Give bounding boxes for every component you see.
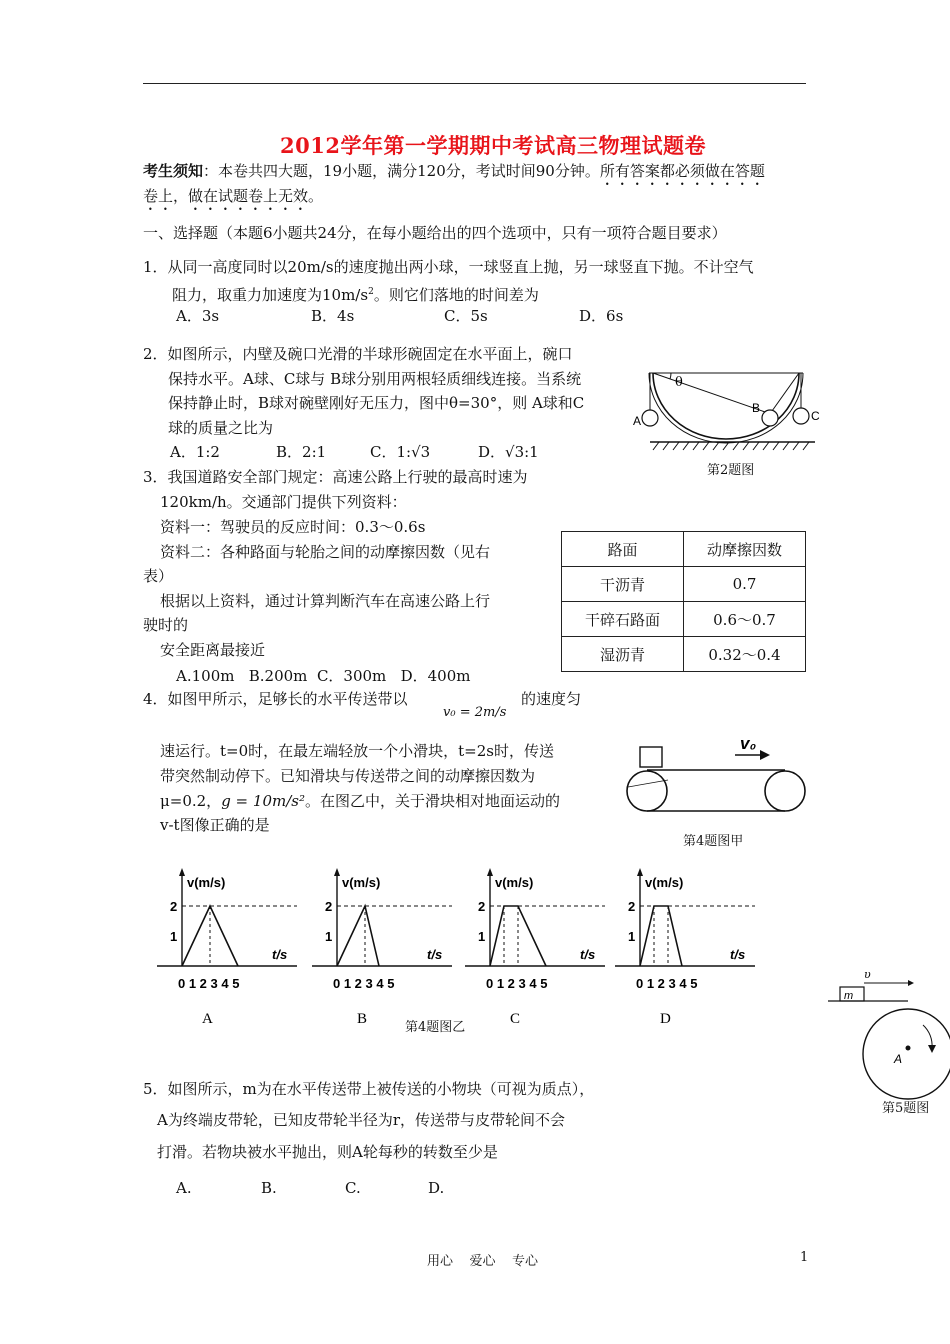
q4-line-2: 速运行。t=0时，在最左端轻放一个小滑块，t=2s时，传送	[160, 742, 554, 760]
q4-line-4-rest: 。在图乙中，关于滑块相对地面运动的	[304, 792, 560, 810]
q4-v0-expression: v₀ = 2m/s	[443, 705, 507, 720]
graph-x-label: t/s	[730, 947, 746, 962]
graph-x-ticks: 0 1 2 3 4 5	[178, 976, 240, 991]
table-row	[562, 602, 806, 637]
q4-left-pulley	[627, 771, 667, 811]
q4-slider-block	[640, 747, 662, 767]
q4-line-1b: 的速度匀	[521, 690, 582, 708]
graph-y-tick-2: 2	[478, 899, 486, 914]
q4-conveyor-figure	[620, 735, 820, 815]
graph-y-label: v(m/s)	[645, 875, 684, 890]
q4-vt-graphs	[145, 862, 785, 1032]
graph-y-arrow	[487, 868, 493, 876]
notice-label: 考生须知	[143, 162, 204, 180]
graph-x-ticks: 0 1 2 3 4 5	[333, 976, 395, 991]
q1-line-2	[172, 281, 539, 306]
graph-option-label: D	[660, 1011, 671, 1027]
q1-sup: 2	[368, 287, 374, 297]
q4-arrow-head	[760, 750, 770, 760]
q2-line-4: 球的质量之比为	[168, 419, 274, 437]
q2-bowl-outer	[649, 373, 803, 443]
notice-emphasis-2: 卷上，做在试题卷上无效	[143, 187, 309, 205]
footer-motto: 用心 爱心 专心	[427, 1254, 539, 1269]
q2-label-c: C	[811, 409, 820, 423]
notice-line-2	[143, 185, 323, 214]
q4-fig-yi-caption: 第4题图乙	[405, 1020, 466, 1035]
table-cell: 干沥青	[562, 567, 684, 602]
graph-y-tick-2: 2	[325, 899, 333, 914]
q2-label-a: A	[633, 414, 642, 428]
graph-y-tick-1: 1	[170, 929, 178, 944]
page-number: 1	[800, 1250, 809, 1265]
graph-x-ticks: 0 1 2 3 4 5	[486, 976, 548, 991]
q2-bowl-figure	[625, 365, 825, 455]
notice-text: ：本卷共四大题，19小题，满分120分，考试时间90分钟。	[203, 162, 600, 180]
q2-option-c: C．1:√3	[370, 443, 431, 461]
q5-line-1: 5．如图所示，m为在水平传送带上被传送的小物块（可视为质点），	[143, 1080, 595, 1098]
q4-mu-text: μ=0.2，	[160, 792, 222, 810]
q1-text-a: 阻力，取重力加速度为10m/s	[172, 286, 369, 304]
q5-figure-caption: 第5题图	[882, 1101, 930, 1116]
q5-option-b: B.	[261, 1179, 277, 1197]
graph-vt-line	[640, 906, 682, 966]
notice-emphasis-1: 所有答案都必须做在答题	[599, 162, 765, 180]
graph-y-arrow	[334, 868, 340, 876]
table-row	[562, 567, 806, 602]
graph-option-label: C	[510, 1011, 521, 1027]
table-header-cell: 路面	[562, 532, 684, 567]
q1-option-d: D．6s	[579, 307, 624, 325]
q5-label-v: υ	[864, 968, 871, 981]
q2-line-2: 保持水平。A球、C球与 B球分别用两根轻质细线连接。当系统	[168, 370, 582, 388]
q4-right-pulley	[765, 771, 805, 811]
q3-line-7: 驶时的	[143, 616, 189, 634]
table-cell: 干碎石路面	[562, 602, 684, 637]
graph-vt-line	[337, 906, 379, 966]
q3-line-3: 资料一：驾驶员的反应时间：0.3～0.6s	[160, 518, 426, 536]
table-header-row	[562, 532, 806, 567]
q2-option-b: B．2:1	[276, 443, 327, 461]
q2-line-1: 2．如图所示，内壁及碗口光滑的半球形碗固定在水平面上，碗口	[143, 345, 573, 363]
q5-option-c: C.	[345, 1179, 361, 1197]
q5-pulley-wheel	[863, 1009, 950, 1099]
q2-ball-c	[793, 408, 809, 424]
q2-angle-arc	[670, 373, 671, 379]
q2-option-d: D．√3:1	[478, 443, 539, 461]
q2-ball-b	[762, 410, 778, 426]
graph-option-label: B	[357, 1011, 368, 1027]
q1-option-c: C．5s	[444, 307, 488, 325]
graph-y-tick-1: 1	[325, 929, 333, 944]
q2-label-b: B	[752, 401, 761, 415]
graph-y-tick-1: 1	[628, 929, 636, 944]
q1-option-b: B．4s	[311, 307, 355, 325]
q3-line-6: 根据以上资料，通过计算判断汽车在高速公路上行	[160, 592, 491, 610]
q4-v0-label: v₀	[740, 734, 757, 753]
table-cell: 0.32～0.4	[684, 637, 806, 672]
graph-y-tick-2: 2	[170, 899, 178, 914]
graph-x-label: t/s	[427, 947, 443, 962]
notice-end: 。	[308, 187, 324, 205]
q1-option-a: A．3s	[176, 307, 220, 325]
graph-x-ticks: 0 1 2 3 4 5	[636, 976, 698, 991]
q5-arrow-head	[908, 980, 914, 986]
graph-y-label: v(m/s)	[187, 875, 226, 890]
q5-option-d: D.	[428, 1179, 445, 1197]
q3-line-1: 3．我国道路安全部门规定：高速公路上行驶的最高时速为	[143, 468, 528, 486]
q4-line-4	[160, 790, 560, 812]
q2-option-a: A．1:2	[170, 443, 220, 461]
section-heading: 一、选择题（本题6小题共24分，在每小题给出的四个选项中，只有一项符合题目要求）	[143, 224, 727, 242]
table-row	[562, 637, 806, 672]
table-cell: 0.6～0.7	[684, 602, 806, 637]
graph-y-label: v(m/s)	[495, 875, 534, 890]
graph-y-label: v(m/s)	[342, 875, 381, 890]
q3-line-5: 表）	[143, 567, 174, 585]
friction-table	[561, 531, 806, 672]
q4-fig-jia-caption: 第4题图甲	[683, 834, 744, 849]
graph-option-label: A	[202, 1011, 213, 1027]
top-rule	[143, 83, 806, 84]
graph-y-arrow	[179, 868, 185, 876]
graph-y-tick-1: 1	[478, 929, 486, 944]
page-title: 2012学年第一学期期中考试高三物理试题卷	[280, 133, 706, 158]
q5-pulley-center	[906, 1046, 911, 1051]
q2-theta-label: θ	[675, 375, 683, 390]
table-cell: 0.7	[684, 567, 806, 602]
q3-options: A.100m B.200m C．300m D．400m	[176, 667, 471, 685]
q5-pulley-figure	[828, 970, 948, 1105]
graph-x-label: t/s	[580, 947, 596, 962]
q5-line-3: 打滑。若物块被水平抛出，则A轮每秒的转数至少是	[157, 1143, 498, 1161]
q1-line-1: 1．从同一高度同时以20m/s的速度抛出两小球，一球竖直上抛，另一球竖直下抛。不计空气	[143, 258, 754, 276]
q4-g-expression: g = 10m/s²	[221, 792, 305, 810]
q3-line-2: 120km/h。交通部门提供下列资料：	[160, 493, 407, 511]
q3-line-4: 资料二：各种路面与轮胎之间的动摩擦因数（见右	[160, 543, 491, 561]
graph-y-tick-2: 2	[628, 899, 636, 914]
q5-label-a: A	[894, 1052, 903, 1066]
q2-figure-caption: 第2题图	[707, 463, 755, 478]
table-header-cell: 动摩擦因数	[684, 532, 806, 567]
q5-option-a: A.	[176, 1179, 192, 1197]
q1-text-b: 。则它们落地的时间差为	[373, 286, 539, 304]
q4-line-5: v-t图像正确的是	[160, 816, 270, 834]
graph-y-arrow	[637, 868, 643, 876]
q5-line-2: A为终端皮带轮，已知皮带轮半径为r，传送带与皮带轮间不会	[157, 1111, 566, 1129]
q5-label-m: m	[844, 990, 854, 1002]
q4-line-1: 4．如图甲所示，足够长的水平传送带以	[143, 690, 408, 708]
q3-line-8: 安全距离最接近	[160, 641, 266, 659]
graph-x-label: t/s	[272, 947, 288, 962]
q2-ball-a	[642, 410, 658, 426]
q4-line-3: 带突然制动停下。已知滑块与传送带之间的动摩擦因数为	[160, 767, 536, 785]
q2-line-3: 保持静止时，B球对碗壁刚好无压力，图中θ=30°，则 A球和C	[168, 394, 585, 412]
table-cell: 湿沥青	[562, 637, 684, 672]
